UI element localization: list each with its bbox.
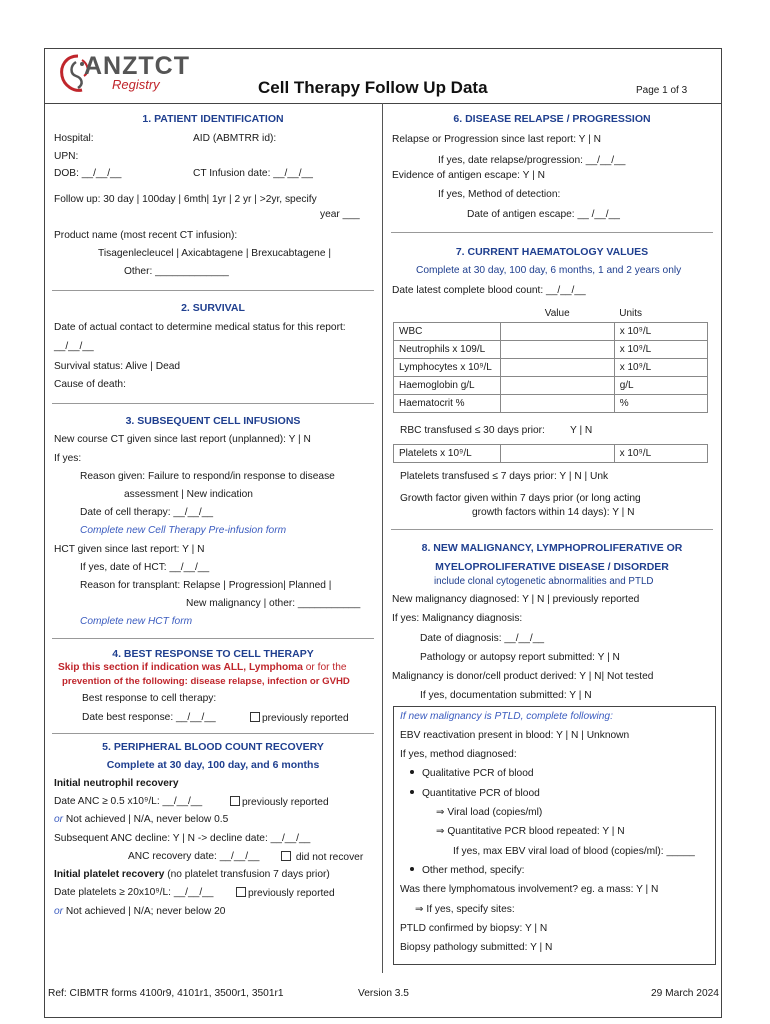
complete-ct-form-link[interactable]: Complete new Cell Therapy Pre-infusion form bbox=[80, 525, 287, 536]
row-label: Platelets x 10⁹/L bbox=[394, 445, 501, 463]
ct-infusion-date: CT Infusion date: __/__/__ bbox=[193, 168, 313, 179]
qualitative-pcr-label: Qualitative PCR of blood bbox=[422, 768, 534, 779]
unit-cell: x 10⁹/L bbox=[614, 445, 707, 463]
unit-cell: x 10⁹/L bbox=[614, 341, 707, 359]
logo-name: ANZTCT bbox=[84, 52, 190, 80]
hct-date: If yes, date of HCT: __/__/__ bbox=[80, 562, 210, 573]
checkbox-icon[interactable] bbox=[230, 796, 240, 806]
or-label: or bbox=[54, 814, 64, 825]
skip-note-part1: Skip this section if indication was ALL, Lymphoma bbox=[58, 662, 303, 673]
product-options: Tisagenlecleucel | Axicabtagene | Brexucabtagene | bbox=[98, 248, 331, 259]
anc-prev-reported[interactable] bbox=[230, 796, 329, 808]
section-1-title: 1. PATIENT IDENTIFICATION bbox=[142, 113, 284, 125]
or-label: or bbox=[54, 906, 64, 917]
value-cell[interactable] bbox=[500, 341, 614, 359]
section-5-subtitle: Complete at 30 day, 100 day, and 6 months bbox=[106, 759, 320, 771]
row-label: Neutrophils x 109/L bbox=[394, 341, 501, 359]
anc-not-achieved bbox=[54, 814, 228, 825]
pathology-report: Pathology or autopsy report submitted: Y | N bbox=[420, 652, 620, 663]
date-cell-therapy: Date of cell therapy: __/__/__ bbox=[80, 507, 214, 518]
if-yes-label: If yes: bbox=[54, 453, 82, 464]
other-method bbox=[410, 865, 525, 876]
bullet-icon bbox=[410, 790, 414, 794]
detection-method: If yes, Method of detection: bbox=[438, 189, 561, 200]
growth-factor: Growth factor given within 7 days prior (or long acting bbox=[400, 493, 641, 504]
row-label: Lymphocytes x 10⁹/L bbox=[394, 359, 501, 377]
diagnosis-date: Date of diagnosis: __/__/__ bbox=[420, 633, 545, 644]
value-cell[interactable] bbox=[500, 377, 614, 395]
bullet-icon bbox=[410, 867, 414, 871]
column-header-units: Units bbox=[619, 308, 643, 319]
lymphomatous-involvement: Was there lymphomatous involvement? eg. a mass: Y | N bbox=[400, 884, 659, 895]
unit-cell: % bbox=[614, 395, 707, 413]
anc-decline: Subsequent ANC decline: Y | N -> decline date: __/__/__ bbox=[54, 833, 311, 844]
product-other: Other: _____________ bbox=[124, 266, 229, 277]
column-divider bbox=[382, 103, 383, 973]
neutrophil-recovery-heading: Initial neutrophil recovery bbox=[54, 778, 179, 789]
value-cell[interactable] bbox=[500, 445, 614, 463]
survival-status: Survival status: Alive | Dead bbox=[54, 361, 181, 372]
follow-up-options: Follow up: 30 day | 100day | 6mth| 1yr | 2 yr | >2yr, specify bbox=[54, 194, 317, 205]
anc-date: Date ANC ≥ 0.5 x10⁹/L: __/__/__ bbox=[54, 796, 203, 807]
best-prev-reported[interactable] bbox=[250, 712, 349, 724]
section-3-title: 3. SUBSEQUENT CELL INFUSIONS bbox=[125, 415, 301, 427]
platelets-table bbox=[393, 444, 708, 463]
table-row bbox=[394, 359, 708, 377]
divider bbox=[52, 638, 374, 639]
anc-not-achieved-label: Not achieved | N/A, never below 0.5 bbox=[63, 814, 229, 825]
transplant-reason: Reason for transplant: Relapse | Progression| Planned | bbox=[80, 580, 332, 591]
footer-date: 29 March 2024 bbox=[651, 988, 719, 999]
value-cell[interactable] bbox=[500, 323, 614, 341]
follow-up-year: year ___ bbox=[320, 209, 360, 220]
ptld-heading: If new malignancy is PTLD, complete following: bbox=[400, 711, 613, 722]
dob-field: DOB: __/__/__ bbox=[54, 168, 122, 179]
rbc-transfused-yn: Y | N bbox=[570, 425, 593, 436]
documentation-submitted: If yes, documentation submitted: Y | N bbox=[420, 690, 592, 701]
date-best-response: Date best response: __/__/__ bbox=[82, 712, 216, 723]
cause-of-death: Cause of death: bbox=[54, 379, 126, 390]
hospital-label: Hospital: bbox=[54, 133, 94, 144]
bullet-icon bbox=[410, 770, 414, 774]
table-row bbox=[394, 323, 708, 341]
footer-reference: Ref: CIBMTR forms 4100r9, 4101r1, 3500r1, 3501r1 bbox=[48, 988, 284, 999]
contact-date: __/__/__ bbox=[54, 341, 94, 352]
quantitative-pcr bbox=[410, 788, 540, 799]
product-name-label: Product name (most recent CT infusion): bbox=[54, 230, 238, 241]
antigen-escape: Evidence of antigen escape: Y | N bbox=[392, 170, 545, 181]
section-5-title: 5. PERIPHERAL BLOOD COUNT RECOVERY bbox=[102, 741, 324, 753]
complete-hct-form-link[interactable]: Complete new HCT form bbox=[80, 616, 193, 627]
anc-prev-label: previously reported bbox=[242, 797, 329, 808]
divider bbox=[52, 733, 374, 734]
pcr-repeated: ⇒ Quantitative PCR blood repeated: Y | N bbox=[436, 826, 625, 837]
reason-given: Reason given: Failure to respond/in response to disease bbox=[80, 471, 335, 482]
max-ebv-load: If yes, max EBV viral load of blood (copies/ml): _____ bbox=[453, 846, 695, 857]
aid-label: AID (ABMTRR id): bbox=[193, 133, 277, 144]
quantitative-pcr-label: Quantitative PCR of blood bbox=[422, 788, 540, 799]
header-blank bbox=[394, 305, 501, 323]
upn-label: UPN: bbox=[54, 151, 79, 162]
platelet-recovery-note: (no platelet transfusion 7 days prior) bbox=[164, 869, 330, 880]
specify-sites: ⇒ If yes, specify sites: bbox=[415, 904, 515, 915]
ebv-reactivation: EBV reactivation present in blood: Y | N | Unknown bbox=[400, 730, 630, 741]
method-diagnosed: If yes, method diagnosed: bbox=[400, 749, 517, 760]
divider bbox=[52, 403, 374, 404]
haematology-table bbox=[393, 305, 708, 413]
donor-derived: Malignancy is donor/cell product derived: Y | N| Not tested bbox=[392, 671, 654, 682]
qualitative-pcr bbox=[410, 768, 534, 779]
section-6-title: 6. DISEASE RELAPSE / PROGRESSION bbox=[453, 113, 651, 125]
did-not-recover-label: did not recover bbox=[295, 852, 364, 863]
hct-given: HCT given since last report: Y | N bbox=[54, 544, 205, 555]
checkbox-icon[interactable] bbox=[281, 851, 291, 861]
column-header-value: Value bbox=[544, 308, 570, 319]
platelet-not-achieved bbox=[54, 906, 225, 917]
section-8-title-2: MYELOPROLIFERATIVE DISEASE / DISORDER bbox=[435, 561, 669, 573]
unit-cell: g/L bbox=[614, 377, 707, 395]
table-row bbox=[394, 445, 708, 463]
platelet-not-achieved-label: Not achieved | N/A; never below 20 bbox=[63, 906, 226, 917]
growth-factor-cont: growth factors within 14 days): Y | N bbox=[472, 507, 635, 518]
footer-version: Version 3.5 bbox=[358, 988, 409, 999]
new-course-ct: New course CT given since last report (unplanned): Y | N bbox=[54, 434, 311, 445]
malignancy-diagnosed: New malignancy diagnosed: Y | N | previously reported bbox=[392, 594, 640, 605]
rbc-transfused: RBC transfused ≤ 30 days prior: bbox=[400, 425, 545, 436]
value-cell[interactable] bbox=[500, 359, 614, 377]
antigen-escape-date: Date of antigen escape: __ /__/__ bbox=[467, 209, 620, 220]
table-row bbox=[394, 377, 708, 395]
table-row bbox=[394, 341, 708, 359]
platelet-prev-reported[interactable] bbox=[236, 887, 335, 899]
divider bbox=[391, 529, 713, 530]
row-label: Haemoglobin g/L bbox=[394, 377, 501, 395]
unit-cell: x 10⁹/L bbox=[614, 323, 707, 341]
did-not-recover[interactable] bbox=[281, 851, 363, 863]
best-prev-label: previously reported bbox=[262, 713, 349, 724]
checkbox-icon[interactable] bbox=[250, 712, 260, 722]
section-4-skip-note-2: prevention of the following: disease relapse, infection or GVHD bbox=[62, 676, 350, 687]
skip-note-part2: or for the bbox=[302, 662, 347, 673]
section-4-skip-note bbox=[58, 662, 347, 673]
section-8-title: 8. NEW MALIGNANCY, LYMPHOPROLIFERATIVE OR bbox=[421, 542, 683, 554]
row-label: WBC bbox=[394, 323, 501, 341]
anc-recovery-date: ANC recovery date: __/__/__ bbox=[128, 851, 260, 862]
platelet-date: Date platelets ≥ 20x10⁹/L: __/__/__ bbox=[54, 887, 214, 898]
section-4-title: 4. BEST RESPONSE TO CELL THERAPY bbox=[112, 648, 314, 660]
platelets-transfused: Platelets transfused ≤ 7 days prior: Y | N | Unk bbox=[400, 471, 609, 482]
section-8-subtitle: include clonal cytogenetic abnormalities and PTLD bbox=[434, 576, 654, 587]
relapse-progression: Relapse or Progression since last report: Y | N bbox=[392, 134, 601, 145]
section-7-title: 7. CURRENT HAEMATOLOGY VALUES bbox=[455, 246, 649, 258]
platelet-recovery-heading bbox=[54, 869, 330, 880]
other-method-label: Other method, specify: bbox=[422, 865, 525, 876]
page-number: Page 1 of 3 bbox=[636, 85, 688, 96]
reason-given-cont: assessment | New indication bbox=[124, 489, 253, 500]
relapse-date: If yes, date relapse/progression: __/__/__ bbox=[438, 155, 626, 166]
section-7-subtitle: Complete at 30 day, 100 day, 6 months, 1 and 2 years only bbox=[416, 265, 682, 276]
page-title: Cell Therapy Follow Up Data bbox=[258, 78, 488, 97]
viral-load: ⇒ Viral load (copies/ml) bbox=[436, 807, 543, 818]
value-cell[interactable] bbox=[500, 395, 614, 413]
contact-date-label: Date of actual contact to determine medical status for this report: bbox=[54, 322, 346, 333]
platelet-prev-label: previously reported bbox=[248, 888, 335, 899]
ptld-biopsy-confirmed: PTLD confirmed by biopsy: Y | N bbox=[400, 923, 548, 934]
unit-cell: x 10⁹/L bbox=[614, 359, 707, 377]
logo-sub: Registry bbox=[112, 77, 160, 92]
row-label: Haematocrit % bbox=[394, 395, 501, 413]
biopsy-submitted: Biopsy pathology submitted: Y | N bbox=[400, 942, 553, 953]
section-2-title: 2. SURVIVAL bbox=[181, 302, 245, 314]
transplant-reason-cont: New malignancy | other: ___________ bbox=[186, 598, 361, 609]
malignancy-diagnosis: If yes: Malignancy diagnosis: bbox=[392, 613, 523, 624]
divider bbox=[52, 290, 374, 291]
platelet-recovery-title: Initial platelet recovery bbox=[54, 869, 165, 880]
checkbox-icon[interactable] bbox=[236, 887, 246, 897]
best-response-label: Best response to cell therapy: bbox=[82, 693, 217, 704]
divider bbox=[391, 232, 713, 233]
latest-cbc-date: Date latest complete blood count: __/__/__ bbox=[392, 285, 586, 296]
table-row bbox=[394, 395, 708, 413]
table-header-row bbox=[394, 305, 708, 323]
